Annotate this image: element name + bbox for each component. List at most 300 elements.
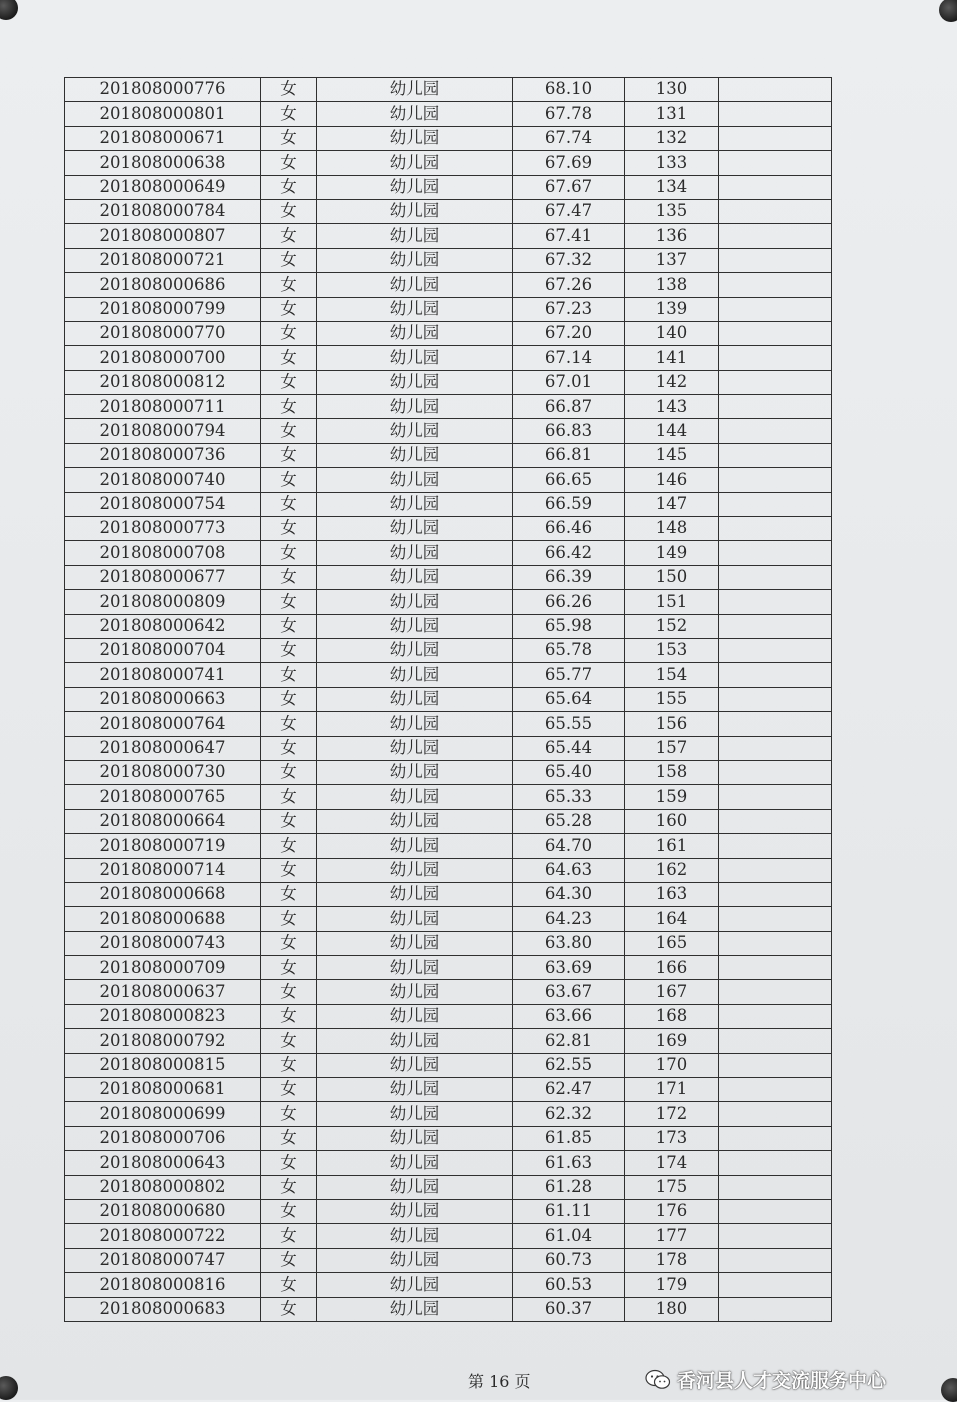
rank-cell: 180	[625, 1297, 719, 1321]
score-cell: 65.40	[513, 760, 625, 784]
position-cell: 幼儿园	[317, 614, 513, 638]
candidate-id-cell: 201808000747	[65, 1248, 261, 1272]
score-cell: 61.28	[513, 1175, 625, 1199]
table-row	[65, 273, 832, 297]
score-cell: 66.26	[513, 590, 625, 614]
note-cell	[719, 1078, 832, 1102]
candidate-id-cell: 201808000714	[65, 858, 261, 882]
position-cell: 幼儿园	[317, 1273, 513, 1297]
score-cell: 65.44	[513, 736, 625, 760]
score-cell: 67.69	[513, 151, 625, 175]
candidate-id-cell: 201808000722	[65, 1224, 261, 1248]
note-cell	[719, 1029, 832, 1053]
table-row	[65, 248, 832, 272]
candidate-id-cell: 201808000770	[65, 321, 261, 345]
gender-cell: 女	[261, 321, 317, 345]
score-cell: 67.14	[513, 346, 625, 370]
gender-cell: 女	[261, 614, 317, 638]
gender-cell: 女	[261, 419, 317, 443]
note-cell	[719, 126, 832, 150]
table-row	[65, 1199, 832, 1223]
table-row	[65, 980, 832, 1004]
candidate-id-cell: 201808000794	[65, 419, 261, 443]
rank-cell: 134	[625, 175, 719, 199]
score-cell: 62.81	[513, 1029, 625, 1053]
note-cell	[719, 1126, 832, 1150]
table-row	[65, 102, 832, 126]
gender-cell: 女	[261, 907, 317, 931]
candidate-id-cell: 201808000730	[65, 760, 261, 784]
table-row	[65, 1175, 832, 1199]
position-cell: 幼儿园	[317, 882, 513, 906]
gender-cell: 女	[261, 248, 317, 272]
score-cell: 63.80	[513, 931, 625, 955]
rank-cell: 130	[625, 78, 719, 102]
punch-hole	[0, 0, 18, 20]
gender-cell: 女	[261, 1151, 317, 1175]
rank-cell: 164	[625, 907, 719, 931]
candidate-id-cell: 201808000802	[65, 1175, 261, 1199]
position-cell: 幼儿园	[317, 1199, 513, 1223]
position-cell: 幼儿园	[317, 395, 513, 419]
candidate-id-cell: 201808000807	[65, 224, 261, 248]
table-row	[65, 78, 832, 102]
gender-cell: 女	[261, 882, 317, 906]
rank-cell: 145	[625, 443, 719, 467]
rank-cell: 141	[625, 346, 719, 370]
note-cell	[719, 541, 832, 565]
position-cell: 幼儿园	[317, 1175, 513, 1199]
gender-cell: 女	[261, 346, 317, 370]
score-cell: 65.98	[513, 614, 625, 638]
score-cell: 60.53	[513, 1273, 625, 1297]
table-row	[65, 199, 832, 223]
position-cell: 幼儿园	[317, 736, 513, 760]
position-cell: 幼儿园	[317, 565, 513, 589]
note-cell	[719, 1151, 832, 1175]
candidate-id-cell: 201808000784	[65, 199, 261, 223]
gender-cell: 女	[261, 663, 317, 687]
table-row	[65, 590, 832, 614]
position-cell: 幼儿园	[317, 907, 513, 931]
rank-cell: 176	[625, 1199, 719, 1223]
note-cell	[719, 468, 832, 492]
position-cell: 幼儿园	[317, 175, 513, 199]
gender-cell: 女	[261, 565, 317, 589]
score-cell: 61.85	[513, 1126, 625, 1150]
position-cell: 幼儿园	[317, 321, 513, 345]
score-cell: 66.42	[513, 541, 625, 565]
table-row	[65, 1078, 832, 1102]
score-cell: 61.04	[513, 1224, 625, 1248]
table-row	[65, 882, 832, 906]
page-number: 第 16 页	[468, 1372, 531, 1391]
position-cell: 幼儿园	[317, 248, 513, 272]
candidate-id-cell: 201808000649	[65, 175, 261, 199]
position-cell: 幼儿园	[317, 785, 513, 809]
table-row	[65, 956, 832, 980]
score-cell: 66.81	[513, 443, 625, 467]
gender-cell: 女	[261, 468, 317, 492]
candidate-id-cell: 201808000663	[65, 687, 261, 711]
score-cell: 67.23	[513, 297, 625, 321]
score-cell: 66.87	[513, 395, 625, 419]
candidate-id-cell: 201808000647	[65, 736, 261, 760]
table-row	[65, 1053, 832, 1077]
position-cell: 幼儿园	[317, 980, 513, 1004]
candidate-id-cell: 201808000754	[65, 492, 261, 516]
score-cell: 65.78	[513, 638, 625, 662]
position-cell: 幼儿园	[317, 1029, 513, 1053]
gender-cell: 女	[261, 1004, 317, 1028]
candidate-id-cell: 201808000801	[65, 102, 261, 126]
candidate-id-cell: 201808000809	[65, 590, 261, 614]
table-row	[65, 321, 832, 345]
candidate-id-cell: 201808000642	[65, 614, 261, 638]
candidate-id-cell: 201808000637	[65, 980, 261, 1004]
gender-cell: 女	[261, 1102, 317, 1126]
gender-cell: 女	[261, 492, 317, 516]
table-row	[65, 1126, 832, 1150]
rank-cell: 159	[625, 785, 719, 809]
position-cell: 幼儿园	[317, 1004, 513, 1028]
position-cell: 幼儿园	[317, 1151, 513, 1175]
score-cell: 67.67	[513, 175, 625, 199]
note-cell	[719, 1248, 832, 1272]
score-cell: 67.01	[513, 370, 625, 394]
table-row	[65, 1151, 832, 1175]
gender-cell: 女	[261, 980, 317, 1004]
position-cell: 幼儿园	[317, 687, 513, 711]
candidate-id-cell: 201808000740	[65, 468, 261, 492]
score-cell: 67.26	[513, 273, 625, 297]
note-cell	[719, 956, 832, 980]
candidate-id-cell: 201808000664	[65, 809, 261, 833]
position-cell: 幼儿园	[317, 273, 513, 297]
gender-cell: 女	[261, 1126, 317, 1150]
note-cell	[719, 882, 832, 906]
rank-cell: 174	[625, 1151, 719, 1175]
candidate-id-cell: 201808000699	[65, 1102, 261, 1126]
rank-cell: 173	[625, 1126, 719, 1150]
note-cell	[719, 663, 832, 687]
rank-cell: 172	[625, 1102, 719, 1126]
rank-cell: 150	[625, 565, 719, 589]
score-cell: 64.70	[513, 834, 625, 858]
gender-cell: 女	[261, 1248, 317, 1272]
note-cell	[719, 395, 832, 419]
rank-cell: 160	[625, 809, 719, 833]
table-row	[65, 395, 832, 419]
gender-cell: 女	[261, 297, 317, 321]
position-cell: 幼儿园	[317, 151, 513, 175]
candidate-id-cell: 201808000773	[65, 517, 261, 541]
score-cell: 65.28	[513, 809, 625, 833]
score-cell: 65.55	[513, 712, 625, 736]
score-cell: 63.69	[513, 956, 625, 980]
score-cell: 67.47	[513, 199, 625, 223]
gender-cell: 女	[261, 126, 317, 150]
table-row	[65, 565, 832, 589]
note-cell	[719, 517, 832, 541]
candidate-id-cell: 201808000704	[65, 638, 261, 662]
position-cell: 幼儿园	[317, 78, 513, 102]
position-cell: 幼儿园	[317, 1102, 513, 1126]
rank-cell: 155	[625, 687, 719, 711]
score-cell: 66.39	[513, 565, 625, 589]
note-cell	[719, 78, 832, 102]
brand-name: 香河县人才交流服务中心	[677, 1370, 887, 1392]
gender-cell: 女	[261, 956, 317, 980]
rank-cell: 151	[625, 590, 719, 614]
candidate-id-cell: 201808000677	[65, 565, 261, 589]
candidate-id-cell: 201808000776	[65, 78, 261, 102]
score-cell: 65.77	[513, 663, 625, 687]
note-cell	[719, 834, 832, 858]
gender-cell: 女	[261, 199, 317, 223]
table-row	[65, 931, 832, 955]
note-cell	[719, 809, 832, 833]
score-cell: 65.64	[513, 687, 625, 711]
rank-cell: 153	[625, 638, 719, 662]
position-cell: 幼儿园	[317, 199, 513, 223]
position-cell: 幼儿园	[317, 638, 513, 662]
rank-cell: 136	[625, 224, 719, 248]
rank-cell: 162	[625, 858, 719, 882]
candidate-id-cell: 201808000764	[65, 712, 261, 736]
table-row	[65, 126, 832, 150]
note-cell	[719, 346, 832, 370]
rank-cell: 179	[625, 1273, 719, 1297]
rank-cell: 169	[625, 1029, 719, 1053]
rank-cell: 152	[625, 614, 719, 638]
table-row	[65, 1004, 832, 1028]
table-row	[65, 224, 832, 248]
gender-cell: 女	[261, 590, 317, 614]
position-cell: 幼儿园	[317, 297, 513, 321]
position-cell: 幼儿园	[317, 541, 513, 565]
score-cell: 61.11	[513, 1199, 625, 1223]
note-cell	[719, 687, 832, 711]
position-cell: 幼儿园	[317, 1248, 513, 1272]
punch-hole	[939, 0, 957, 22]
rank-cell: 158	[625, 760, 719, 784]
rank-cell: 133	[625, 151, 719, 175]
candidate-id-cell: 201808000719	[65, 834, 261, 858]
gender-cell: 女	[261, 1078, 317, 1102]
score-cell: 66.65	[513, 468, 625, 492]
rank-cell: 135	[625, 199, 719, 223]
position-cell: 幼儿园	[317, 858, 513, 882]
rank-cell: 143	[625, 395, 719, 419]
table-row	[65, 151, 832, 175]
note-cell	[719, 590, 832, 614]
gender-cell: 女	[261, 541, 317, 565]
gender-cell: 女	[261, 370, 317, 394]
table-row	[65, 614, 832, 638]
table-row	[65, 834, 832, 858]
score-cell: 63.66	[513, 1004, 625, 1028]
table-row	[65, 785, 832, 809]
note-cell	[719, 614, 832, 638]
position-cell: 幼儿园	[317, 956, 513, 980]
gender-cell: 女	[261, 687, 317, 711]
candidate-id-cell: 201808000643	[65, 1151, 261, 1175]
position-cell: 幼儿园	[317, 1126, 513, 1150]
note-cell	[719, 321, 832, 345]
score-cell: 64.63	[513, 858, 625, 882]
note-cell	[719, 297, 832, 321]
gender-cell: 女	[261, 78, 317, 102]
table-row	[65, 638, 832, 662]
rank-cell: 149	[625, 541, 719, 565]
rank-cell: 165	[625, 931, 719, 955]
score-cell: 65.33	[513, 785, 625, 809]
table-row	[65, 663, 832, 687]
candidate-id-cell: 201808000792	[65, 1029, 261, 1053]
position-cell: 幼儿园	[317, 590, 513, 614]
candidate-id-cell: 201808000721	[65, 248, 261, 272]
candidate-id-cell: 201808000799	[65, 297, 261, 321]
candidate-id-cell: 201808000765	[65, 785, 261, 809]
table-row	[65, 1102, 832, 1126]
gender-cell: 女	[261, 273, 317, 297]
candidate-id-cell: 201808000711	[65, 395, 261, 419]
note-cell	[719, 1224, 832, 1248]
note-cell	[719, 102, 832, 126]
table-row	[65, 1297, 832, 1321]
rank-cell: 161	[625, 834, 719, 858]
score-cell: 67.74	[513, 126, 625, 150]
rank-cell: 168	[625, 1004, 719, 1028]
candidate-id-cell: 201808000638	[65, 151, 261, 175]
gender-cell: 女	[261, 151, 317, 175]
rank-cell: 156	[625, 712, 719, 736]
gender-cell: 女	[261, 809, 317, 833]
table-row	[65, 175, 832, 199]
table-row	[65, 1248, 832, 1272]
table-row	[65, 858, 832, 882]
table-row	[65, 760, 832, 784]
score-cell: 64.30	[513, 882, 625, 906]
rank-cell: 137	[625, 248, 719, 272]
score-cell: 61.63	[513, 1151, 625, 1175]
candidate-id-cell: 201808000812	[65, 370, 261, 394]
gender-cell: 女	[261, 175, 317, 199]
gender-cell: 女	[261, 224, 317, 248]
rank-cell: 139	[625, 297, 719, 321]
note-cell	[719, 419, 832, 443]
note-cell	[719, 712, 832, 736]
table-row	[65, 809, 832, 833]
note-cell	[719, 736, 832, 760]
note-cell	[719, 785, 832, 809]
gender-cell: 女	[261, 834, 317, 858]
candidate-id-cell: 201808000709	[65, 956, 261, 980]
score-cell: 68.10	[513, 78, 625, 102]
table-row	[65, 1224, 832, 1248]
note-cell	[719, 1199, 832, 1223]
score-cell: 66.83	[513, 419, 625, 443]
table-row	[65, 370, 832, 394]
candidate-id-cell: 201808000743	[65, 931, 261, 955]
rank-cell: 166	[625, 956, 719, 980]
table-row	[65, 1029, 832, 1053]
note-cell	[719, 907, 832, 931]
gender-cell: 女	[261, 931, 317, 955]
note-cell	[719, 980, 832, 1004]
rank-cell: 142	[625, 370, 719, 394]
table-row	[65, 687, 832, 711]
rank-cell: 147	[625, 492, 719, 516]
score-table-body	[65, 78, 832, 1322]
position-cell: 幼儿园	[317, 126, 513, 150]
candidate-id-cell: 201808000708	[65, 541, 261, 565]
position-cell: 幼儿园	[317, 419, 513, 443]
gender-cell: 女	[261, 1297, 317, 1321]
note-cell	[719, 1053, 832, 1077]
candidate-id-cell: 201808000688	[65, 907, 261, 931]
score-cell: 62.55	[513, 1053, 625, 1077]
table-row	[65, 443, 832, 467]
rank-cell: 163	[625, 882, 719, 906]
gender-cell: 女	[261, 712, 317, 736]
rank-cell: 167	[625, 980, 719, 1004]
candidate-id-cell: 201808000816	[65, 1273, 261, 1297]
score-cell: 60.37	[513, 1297, 625, 1321]
note-cell	[719, 443, 832, 467]
position-cell: 幼儿园	[317, 712, 513, 736]
score-cell: 67.78	[513, 102, 625, 126]
gender-cell: 女	[261, 1175, 317, 1199]
wechat-icon	[645, 1369, 671, 1391]
score-table	[64, 77, 832, 1322]
rank-cell: 175	[625, 1175, 719, 1199]
note-cell	[719, 1004, 832, 1028]
position-cell: 幼儿园	[317, 492, 513, 516]
score-cell: 67.32	[513, 248, 625, 272]
position-cell: 幼儿园	[317, 1053, 513, 1077]
candidate-id-cell: 201808000671	[65, 126, 261, 150]
table-row	[65, 419, 832, 443]
gender-cell: 女	[261, 785, 317, 809]
score-cell: 63.67	[513, 980, 625, 1004]
note-cell	[719, 248, 832, 272]
note-cell	[719, 565, 832, 589]
candidate-id-cell: 201808000683	[65, 1297, 261, 1321]
rank-cell: 138	[625, 273, 719, 297]
table-row	[65, 517, 832, 541]
note-cell	[719, 273, 832, 297]
candidate-id-cell: 201808000668	[65, 882, 261, 906]
rank-cell: 148	[625, 517, 719, 541]
gender-cell: 女	[261, 1029, 317, 1053]
rank-cell: 170	[625, 1053, 719, 1077]
rank-cell: 157	[625, 736, 719, 760]
position-cell: 幼儿园	[317, 1224, 513, 1248]
score-cell: 67.41	[513, 224, 625, 248]
note-cell	[719, 175, 832, 199]
gender-cell: 女	[261, 1224, 317, 1248]
position-cell: 幼儿园	[317, 1297, 513, 1321]
candidate-id-cell: 201808000680	[65, 1199, 261, 1223]
position-cell: 幼儿园	[317, 224, 513, 248]
rank-cell: 144	[625, 419, 719, 443]
table-row	[65, 736, 832, 760]
position-cell: 幼儿园	[317, 517, 513, 541]
rank-cell: 131	[625, 102, 719, 126]
gender-cell: 女	[261, 638, 317, 662]
